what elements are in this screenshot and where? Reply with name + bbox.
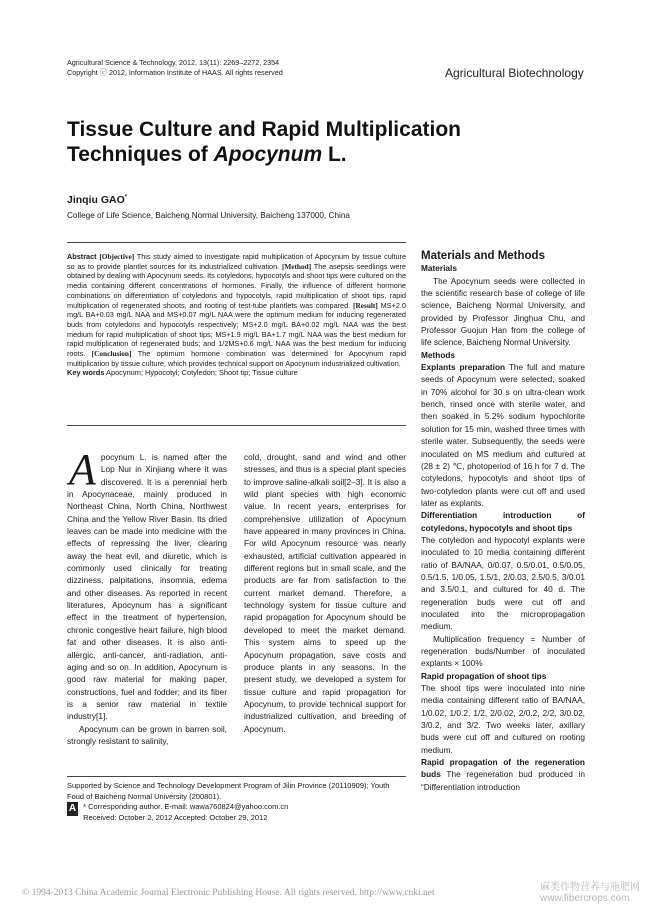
- middle-paragraph: cold, drought, sand and wind and other stresses, and thus is a special plant species to improve saline-alkali soil[2–3]. It is also a wild plant species with high economic value. In recent years, enterprises for comprehensive utilization of Apocynum have appeared in many provinces in China. For wild Apocynum resource was nearly exhausted, artificial cultivation appeared in different regions but in small scale, and the products are far from satisfaction to the current market demand. Therefore, a technology system for tissue culture and rapid propagation for Apocynum should be developed to meet the market demand. This system aims to speed up the Apocynum propagation, save costs and produce plants in any seasons. In the present study, we developed a system for tissue culture and rapid propagation for Apocynum, to provide technical support for industrialized cultivation, and breeding of Apocynum.: [244, 452, 406, 734]
- heading-differentiation: Differentiation introduction of cotyledons, hypocotyls and shoot tips: [421, 510, 585, 533]
- cnki-copyright: © 1994-2013 China Academic Journal Electronic Publishing House. All rights reserved. http://www.cnki.net: [22, 888, 435, 898]
- abstract-divider: [67, 425, 406, 426]
- regeneration-paragraph: Rapid propagation of the regeneration buds The regeneration bud produced in “Differentiation introduction: [421, 757, 585, 792]
- abstract-box: [67, 242, 406, 378]
- explants-paragraph: Explants preparation The full and mature seeds of Apocynum were selected, soaked in 70% alcohol for 30 s on ultra-clean work bench, rinsed once with sterile water, and then soaked in 5.2% sodium hypochlorite solution for 15 min, washed three times with sterile water. Subsequently, the seeds were inoculated on MS medium and cultured at (28 ± 2) ℃, photoperiod of 16 h for 7 d. The cotyledons, hypocotyls and shoot tips of two-cotyledon plants were cut off and used later as explants.: [421, 362, 585, 508]
- journal-copyright: Copyright ⓒ 2012, Information Institute of HAAS. All rights reserved: [67, 68, 283, 77]
- differentiation-paragraph: The cotyledon and hypocotyl explants were inoculated to 10 media containing different ratio of BA/NAA, 0/0.07, 0.5/0.01, 0.5/0.05, 0.5/1.5, 1/0.05, 1.5/1, 2/0.03, 2.5/0.5, 3/0.01 and 3.5/0.1, and cultured for 40 d. The regeneration buds were cut off and inoculated into the micropropagation medium.: [421, 534, 585, 632]
- article-title: [67, 117, 537, 167]
- section-tag: Agricultural Biotechnology: [445, 66, 584, 80]
- intro-paragraph-2: Apocynum can be grown in barren soil, strongly resistant to salinity,: [67, 723, 227, 746]
- middle-column: [244, 451, 406, 735]
- funding-note: Supported by Science and Technology Development Program of Jilin Province (20110909); Youth Foud of Baicheng Normal University (200801).: [67, 781, 390, 801]
- watermark: 麻类作物营养与施肥网 www.fibercrops.com: [540, 882, 640, 904]
- heading-methods: Methods: [421, 349, 456, 360]
- heading-materials: Materials: [421, 263, 457, 274]
- shoot-tips-paragraph: The shoot tips were inoculated into nine media containing different ratio of BA/NAA, 1/0.02, 1/0.2, 1/2, 2/0.02, 2/0.2, 2/2, 3/0.02, 3/0.2, and 3/2. Two weeks later, axillary buds were cut off and cultured on rooting medium.: [421, 683, 585, 755]
- right-column: [421, 250, 585, 793]
- heading-shoot-tips: Rapid propagation of shoot tips: [421, 670, 547, 681]
- journal-citation: Agricultural Science & Technology, 2012, 13(11): 2269–2272, 2354: [67, 58, 280, 67]
- title-line1: Tissue Culture and Rapid Multiplication: [67, 118, 461, 141]
- intro-paragraph-1: Apocynum L. is named after the Lop Nur in Xinjiang where it was discovered. It is a perennial herb in Apocynaceae, mainly produced in Northeast China, North China, Northwest China and the Yellow River Basin. Its dried leaves can be made into medicine with the effects of repressing the liver, clearing away the heat evil, and diuretic, which is commonly used clinically for treating dizziness, palpitations, insomnia, edema and other diseases. As reported in recent literatures, Apocynum has a significant effect in the treatment of hypertension, chronic congestive heart failure, high blood fat and other diseases. It is also anti-allergic, anti-cancer, anti-radiation, anti-aging and so on. In addition, Apocynum is good raw material for making paper, constructions, fuel and fodder; and its fiber is a senior raw material in textile industry[1].: [67, 445, 227, 722]
- abstract-text: Abstract [Objective] This study aimed to investigate rapid multiplication of Apocynum by tissue culture so as to provide plantlet sources for its industrialized cultivation. [Method] The asepsis seedlings were obtained by dealing with Apocynum seeds. Its cotyledons, hypocotyls and shoot tips were cultured on the media containing different concentrations of hormones. Finally, the influence of different hormone combinations on differentiation of cotyledons and hypocotyls, rapid multiplication of shoot tips, rapid multiplication of regenerated shoots, and rooting of test-tube plantlets was compared. [Result] MS+2.0 mg/L BA+0.03 mg/L NAA and MS+0.07 mg/L NAA were the optimum medium for inducing regenerated buds from cotyledons and hypocotyls respectively; MS+2.0 mg/L BA+0.02 mg/L NAA was the best medium for rapid multiplication of shoot tips; MS+1.9 mg/L BA+1.7 mg/L NAA was the best medium for rapid multiplication of regenerated buds; and 1/2MS+0.6 mg/L NAA was the best medium for inducing roots. [Conclusion] The optimum hormone combination was determined for Apocynum rapid multiplication by tissue culture, which provides technical support on Apocynum industrialized cultivation.: [67, 252, 407, 368]
- received-accepted: Received: October 2, 2012 Accepted: October 29, 2012: [83, 812, 268, 822]
- intro-column: [67, 445, 227, 747]
- formula: Multiplication frequency = Number of regeneration buds/Number of inoculated explants × 100%: [421, 633, 585, 669]
- keywords: Key words Apocynum; Hypocotyl; Cotyledon; Shoot tip; Tissue culture: [67, 368, 298, 378]
- title-line2: Techniques of Apocynum L.: [67, 143, 347, 166]
- footnote-divider: [67, 776, 406, 777]
- corresponding-note: A * Corresponding author. E-mail: wawa760824@yahoo.com.cn Received: October 2, 2012 Accepted: October 29, 2012: [68, 802, 289, 822]
- materials-paragraph: The Apocynum seeds were collected in the scientific research base of college of life science, Baicheng Normal University, and provided by Professor Jinghua Chu, and Professor Guojun Han from the college of life science, Baicheng Normal University.: [421, 275, 585, 348]
- footnote: [67, 781, 406, 823]
- journal-logo-icon: A: [68, 803, 77, 814]
- heading-materials-methods: Materials and Methods: [421, 250, 545, 262]
- drop-cap: A: [69, 445, 96, 494]
- affiliation: College of Life Science, Baicheng Normal University, Baicheng 137000, China: [67, 211, 350, 220]
- journal-info: [67, 58, 283, 78]
- author-name: Jinqiu GAO*: [67, 194, 128, 206]
